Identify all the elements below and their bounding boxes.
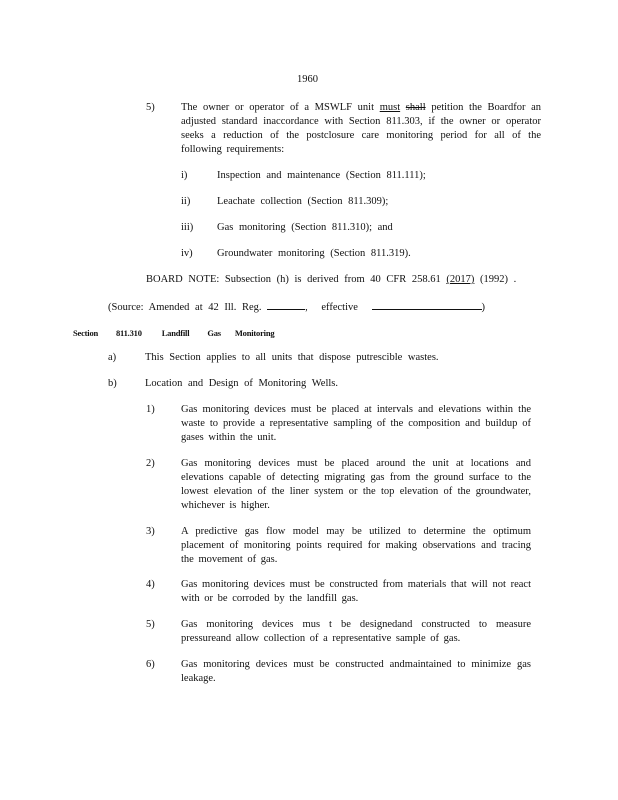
section-title-word-1: Landfill <box>161 328 190 338</box>
subitem-i-number: i) <box>181 170 188 181</box>
subitem-ii-number: ii) <box>181 196 191 207</box>
source-effective: effective <box>321 302 358 313</box>
item-5-post: petition the Boardfor an adjusted standard inaccordance with Section 811.303, if the owner or operator seeks a reduction of the postclosure care monitoring period for all of the following requirements: <box>181 102 542 155</box>
b-subitem-6-number: 6) <box>146 659 155 670</box>
effective-blank <box>372 299 482 310</box>
section-title-word-2: Gas <box>207 328 221 338</box>
section-heading <box>73 326 274 340</box>
b-subitem-4-number: 4) <box>146 579 155 590</box>
item-a-number: a) <box>108 352 117 363</box>
section-title-word-3: Monitoring <box>234 328 275 338</box>
b-subitem-2-text: Gas monitoring devices must be placed around the unit at locations and elevations capable of detecting migrating gas from the ground surface to the lowest elevation of the liner system or the top elevation of the groundwater, whichever is higher. <box>181 458 531 511</box>
source-pre: (Source: Amended at 42 Ill. Reg. <box>108 302 262 313</box>
b-subitem-1-number: 1) <box>146 404 155 415</box>
section-label: Section <box>73 328 99 338</box>
item-b-number: b) <box>108 378 117 389</box>
b-subitem-6-text: Gas monitoring devices must be constructed andmaintained to minimize gas leakage. <box>181 659 531 684</box>
item-5-text <box>181 101 541 157</box>
page-number: 1960 <box>297 74 318 85</box>
must-underlined: must <box>379 102 401 113</box>
item-5-pre: The owner or operator of a MSWLF unit <box>181 102 375 113</box>
b-subitem-1-text: Gas monitoring devices must be placed at intervals and elevations within the waste to provide a representative sampling of the composition and buildup of gases within the unit. <box>181 404 531 443</box>
b-subitem-4-text: Gas monitoring devices must be constructed from materials that will not react with or be corroded by the landfill gas. <box>181 579 531 604</box>
board-note-post: (1992) . <box>480 274 517 285</box>
item-a-text: This Section applies to all units that dispose putrescible wastes. <box>145 352 439 363</box>
subitem-iv-text: Groundwater monitoring (Section 811.319). <box>217 248 411 259</box>
subitem-iv-number: iv) <box>181 248 193 259</box>
item-b-text: Location and Design of Monitoring Wells. <box>145 378 339 389</box>
board-note-pre: BOARD NOTE: Subsection (h) is derived from 40 CFR 258.61 <box>146 274 441 285</box>
subitem-ii-text: Leachate collection (Section 811.309); <box>217 196 389 207</box>
board-note <box>146 273 516 287</box>
item-5-number: 5) <box>146 102 155 113</box>
reg-blank <box>267 299 305 310</box>
b-subitem-3-text: A predictive gas flow model may be utilized to determine the optimum placement of monitoring points required for making observations and tracing the movement of gas. <box>181 526 531 565</box>
board-note-underlined: (2017) <box>446 274 475 285</box>
source-line <box>108 299 485 315</box>
source-comma: , <box>305 302 308 313</box>
shall-struck: shall <box>405 102 426 113</box>
subitem-iii-number: iii) <box>181 222 194 233</box>
b-subitem-2-number: 2) <box>146 458 155 469</box>
section-number: 811.310 <box>115 328 142 338</box>
subitem-iii-text: Gas monitoring (Section 811.310); and <box>217 222 393 233</box>
b-subitem-5-text: Gas monitoring devices mus t be designedand constructed to measure pressureand allow collection of a representative sample of gas. <box>181 619 531 644</box>
b-subitem-5-number: 5) <box>146 619 155 630</box>
b-subitem-3-number: 3) <box>146 526 155 537</box>
subitem-i-text: Inspection and maintenance (Section 811.111); <box>217 170 426 181</box>
source-close: ) <box>481 302 486 313</box>
